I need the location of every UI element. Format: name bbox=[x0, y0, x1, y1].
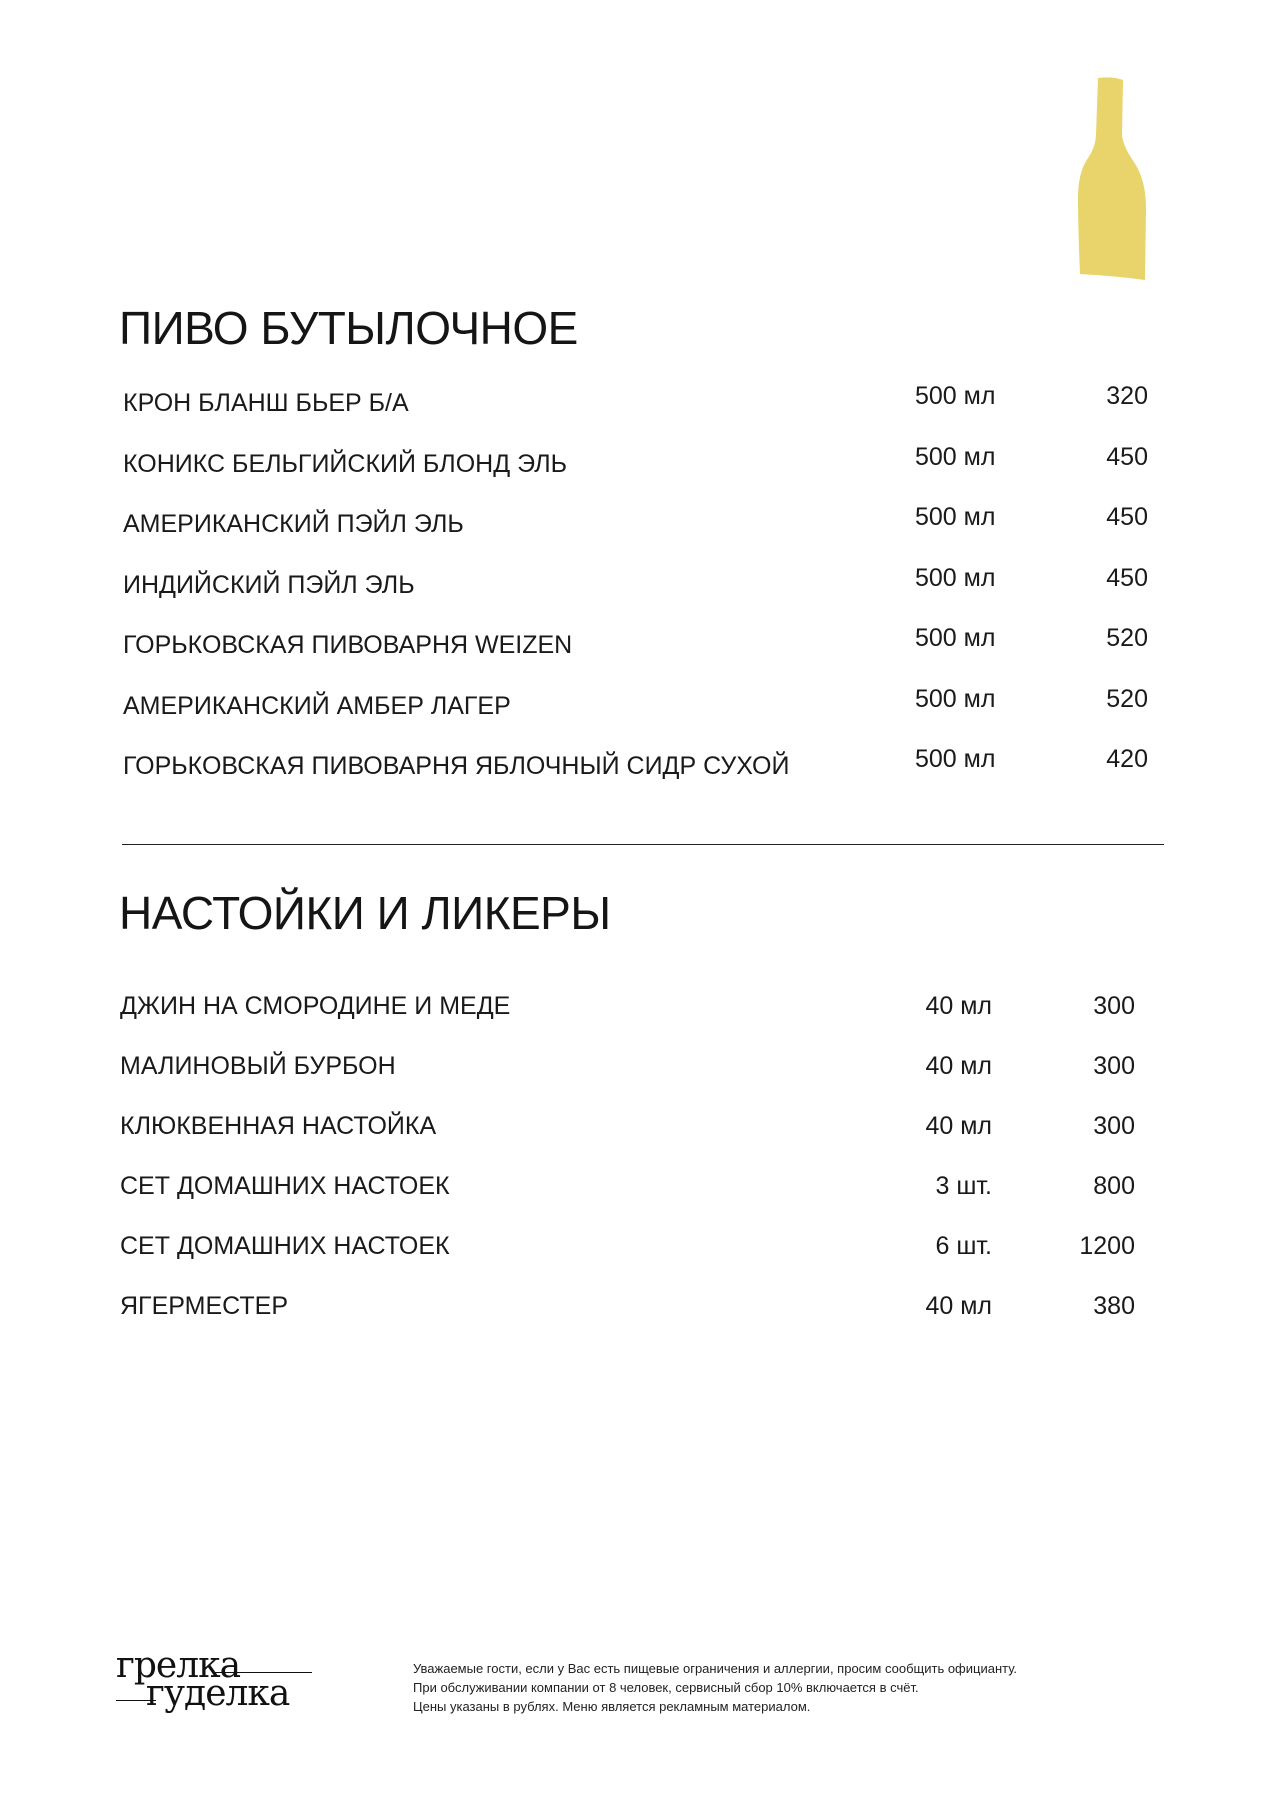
item-volume: 40 мл bbox=[925, 1112, 992, 1140]
item-price: 420 bbox=[1106, 745, 1148, 773]
item-volume: 40 мл bbox=[925, 992, 992, 1020]
footer-line: Цены указаны в рублях. Меню является рекламным материалом. bbox=[413, 1699, 811, 1714]
item-name: КОНИКС БЕЛЬГИЙСКИЙ БЛОНД ЭЛЬ bbox=[123, 449, 568, 478]
item-name: МАЛИНОВЫЙ БУРБОН bbox=[120, 1052, 396, 1080]
item-name: АМЕРИКАНСКИЙ АМБЕР ЛАГЕР bbox=[123, 691, 511, 720]
item-name: ИНДИЙСКИЙ ПЭЙЛ ЭЛЬ bbox=[123, 570, 415, 599]
item-price: 520 bbox=[1106, 624, 1148, 652]
item-volume: 500 мл bbox=[915, 382, 996, 410]
menu-item bbox=[0, 684, 1288, 720]
menu-item bbox=[0, 384, 1288, 416]
menu-item bbox=[0, 1290, 1288, 1322]
item-price: 800 bbox=[1093, 1172, 1135, 1200]
item-name: АМЕРИКАНСКИЙ ПЭЙЛ ЭЛЬ bbox=[123, 510, 464, 538]
item-volume: 3 шт. bbox=[935, 1172, 992, 1200]
item-price: 1200 bbox=[1079, 1232, 1135, 1260]
footer-line: При обслуживании компании от 8 человек, сервисный сбор 10% включается в счёт. bbox=[413, 1680, 919, 1695]
item-price: 300 bbox=[1093, 992, 1135, 1020]
item-price: 450 bbox=[1106, 503, 1148, 531]
footer-line: Уважаемые гости, если у Вас есть пищевые ограничения и аллергии, просим сообщить официанту. bbox=[413, 1661, 1018, 1676]
item-name: ДЖИН НА СМОРОДИНЕ И МЕДЕ bbox=[120, 992, 511, 1020]
menu-item bbox=[0, 626, 1288, 658]
item-volume: 500 мл bbox=[915, 624, 996, 652]
item-volume: 500 мл bbox=[915, 745, 996, 773]
item-volume: 500 мл bbox=[915, 503, 996, 531]
item-price: 450 bbox=[1106, 563, 1148, 592]
item-price: 450 bbox=[1106, 442, 1148, 471]
logo-rule bbox=[116, 1700, 156, 1701]
section-title-beer: ПИВО БУТЫЛОЧНОЕ bbox=[119, 302, 578, 354]
menu-item bbox=[0, 1230, 1288, 1262]
item-volume: 40 мл bbox=[925, 1292, 992, 1320]
item-name: ГОРЬКОВСКАЯ ПИВОВАРНЯ ЯБЛОЧНЫЙ СИДР СУХОЙ bbox=[123, 752, 790, 780]
menu-item bbox=[0, 1170, 1288, 1202]
item-price: 300 bbox=[1093, 1112, 1135, 1140]
item-name: ЯГЕРМЕСТЕР bbox=[120, 1292, 289, 1320]
footer-note bbox=[413, 1659, 1017, 1716]
menu-item bbox=[0, 990, 1288, 1022]
item-name: СЕТ ДОМАШНИХ НАСТОЕК bbox=[120, 1232, 450, 1260]
item-volume: 500 мл bbox=[915, 563, 996, 592]
menu-item bbox=[0, 563, 1288, 599]
section-title-liqueurs: НАСТОЙКИ И ЛИКЕРЫ bbox=[119, 887, 611, 939]
item-price: 320 bbox=[1106, 382, 1148, 410]
item-price: 380 bbox=[1093, 1292, 1135, 1320]
section-divider bbox=[122, 844, 1164, 845]
item-name: КРОН БЛАНШ БЬЕР Б/А bbox=[123, 389, 409, 417]
item-name: СЕТ ДОМАШНИХ НАСТОЕК bbox=[120, 1172, 450, 1200]
logo-line-1: грелка bbox=[116, 1645, 241, 1686]
item-name: ГОРЬКОВСКАЯ ПИВОВАРНЯ WEIZEN bbox=[123, 631, 573, 659]
menu-item bbox=[0, 747, 1288, 779]
item-volume: 6 шт. bbox=[935, 1232, 992, 1260]
item-name: КЛЮКВЕННАЯ НАСТОЙКА bbox=[120, 1112, 437, 1140]
menu-item bbox=[0, 1110, 1288, 1142]
item-volume: 500 мл bbox=[915, 684, 996, 713]
menu-item bbox=[0, 442, 1288, 478]
item-price: 520 bbox=[1106, 684, 1148, 713]
logo-line-2: гуделка bbox=[146, 1673, 290, 1714]
menu-item bbox=[0, 1050, 1288, 1082]
menu-item bbox=[0, 505, 1288, 537]
item-volume: 40 мл bbox=[925, 1052, 992, 1080]
item-price: 300 bbox=[1093, 1052, 1135, 1080]
bottle-icon bbox=[1076, 76, 1148, 282]
item-volume: 500 мл bbox=[915, 442, 996, 471]
logo bbox=[116, 1645, 321, 1718]
